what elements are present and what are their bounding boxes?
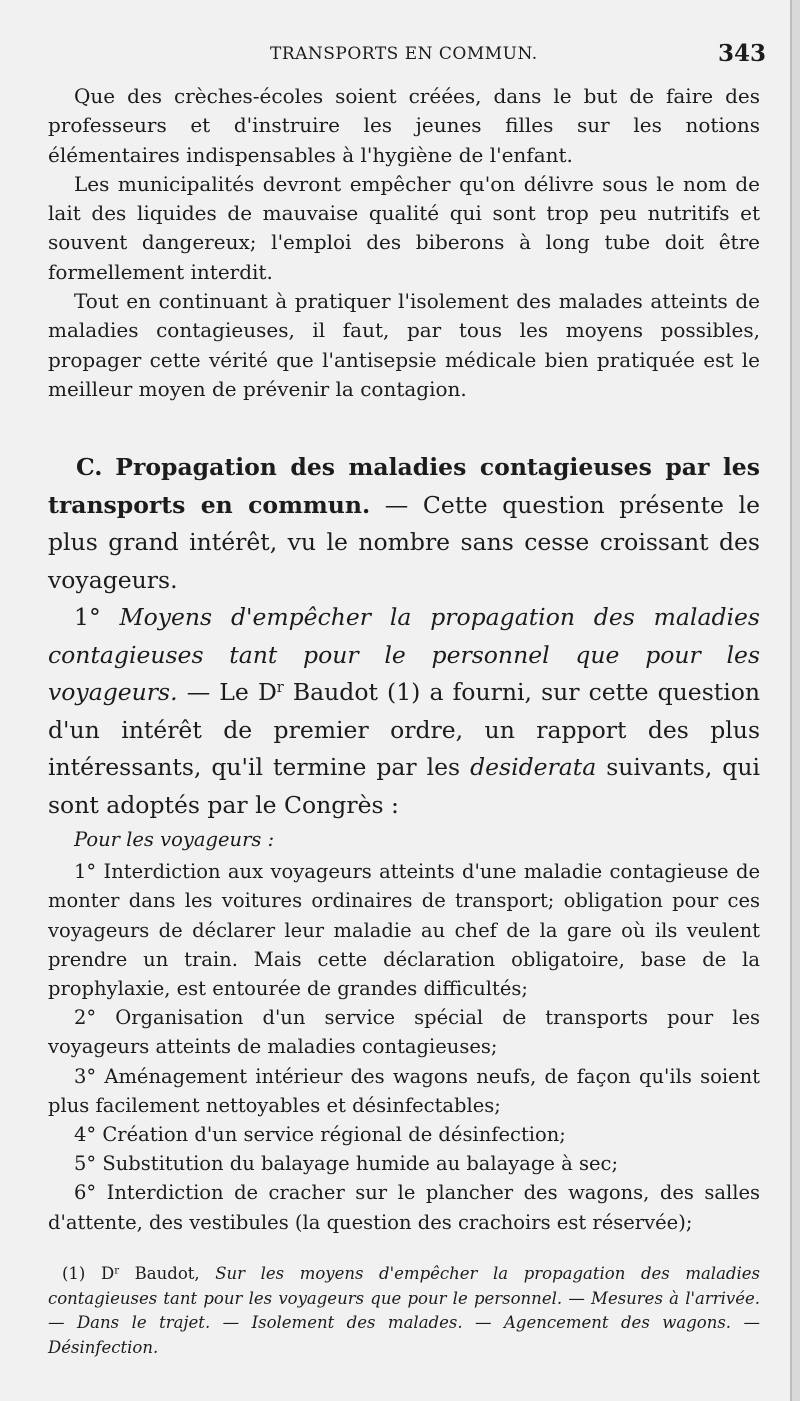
- footnote-title: Sur les moyens d'empêcher la propagation des maladies contagieuses tant pour les voyageurs que pour le personnel. — Mesures à l'arrivée. — Dans le trajet. — Isolement des malades. — Agencement des wagons. — Désinfection.: [48, 1264, 760, 1357]
- voyageurs-list: [48, 825, 760, 1237]
- list-item: 1° Interdiction aux voyageurs atteints d'une maladie contagieuse de monter dans les voitures ordinaires de transport; obligation pour ces voyageurs de déclarer leur maladie au chef de la gare où ils veulent prendre un train. Mais cette déclaration obligatoire, base de la prophylaxie, est entourée de grandes difficultés;: [48, 860, 760, 1001]
- desiderata-word: desiderata: [470, 753, 597, 781]
- section-heading-paragraph: [48, 449, 760, 599]
- list-item: 3° Aménagement intérieur des wagons neufs, de façon qu'ils soient plus facilement nettoyables et désinfectables;: [48, 1064, 760, 1117]
- subsection-number: 1°: [74, 603, 101, 631]
- footnote-author: Baudot,: [119, 1264, 216, 1283]
- rapport-text-a: — Le D: [186, 678, 277, 706]
- rapport-text-d: suivants, qui sont adoptés par le Congrès :: [48, 753, 760, 819]
- list-item: 2° Organisation d'un service spécial de transports pour les voyageurs atteints de maladies contagieuses;: [48, 1006, 760, 1059]
- list-item: 6° Interdiction de cracher sur le plancher des wagons, des salles d'attente, des vestibules (la question des crachoirs est réservée);: [48, 1181, 760, 1234]
- section-c: [48, 449, 760, 824]
- voyageurs-subheading: Pour les voyageurs :: [74, 828, 275, 851]
- rapport-text-b: Baudot (1) a fourni, sur cette question d'un intérêt de premier ordre, un rapport des plus intéressants, qu'il termine par les: [48, 678, 760, 781]
- paragraph-creches: Que des crèches-écoles soient créées, dans le but de faire des professeurs et d'instruire les jeunes filles sur les notions élémentaires indispensables à l'hygiène de l'enfant.: [48, 84, 760, 167]
- footnote-marker: (1) D: [62, 1264, 115, 1283]
- subsection-paragraph: [48, 599, 760, 824]
- page-number: 343: [718, 40, 767, 67]
- paragraph-lait: Les municipalités devront empêcher qu'on délivre sous le nom de lait des liquides de mauvaise qualité qui sont trop peu nutritifs et souvent dangereux; l'emploi des biberons à long tube doit être formellement interdit.: [48, 171, 760, 284]
- footnote: [48, 1262, 760, 1360]
- subsection-title: Moyens d'empêcher la propagation des maladies contagieuses tant pour le personnel que pour les voyageurs.: [48, 603, 760, 706]
- body-text: [48, 82, 760, 404]
- page-header: [0, 38, 790, 72]
- section-label: C.: [76, 453, 103, 481]
- running-title: TRANSPORTS EN COMMUN.: [270, 44, 538, 64]
- paragraph-antisepsie: Tout en continuant à pratiquer l'isolement des malades atteints de maladies contagieuses, il faut, par tous les moyens possibles, propager cette vérité que l'antisepsie médicale bien pratiquée est le meilleur moyen de prévenir la contagion.: [48, 289, 760, 401]
- rapport-text-a-sup: r: [276, 679, 284, 696]
- list-item: 4° Création d'un service régional de désinfection;: [74, 1123, 566, 1147]
- list-item: 5° Substitution du balayage humide au balayage à sec;: [74, 1152, 619, 1176]
- footnote-marker-sup: r: [114, 1265, 120, 1277]
- section-title: Propagation des maladies contagieuses par les transports en commun.: [48, 453, 760, 519]
- footnote-paragraph: [48, 1262, 760, 1360]
- section-intro: — Cette question présente le plus grand intérêt, vu le nombre sans cesse croissant des voyageurs.: [48, 490, 760, 594]
